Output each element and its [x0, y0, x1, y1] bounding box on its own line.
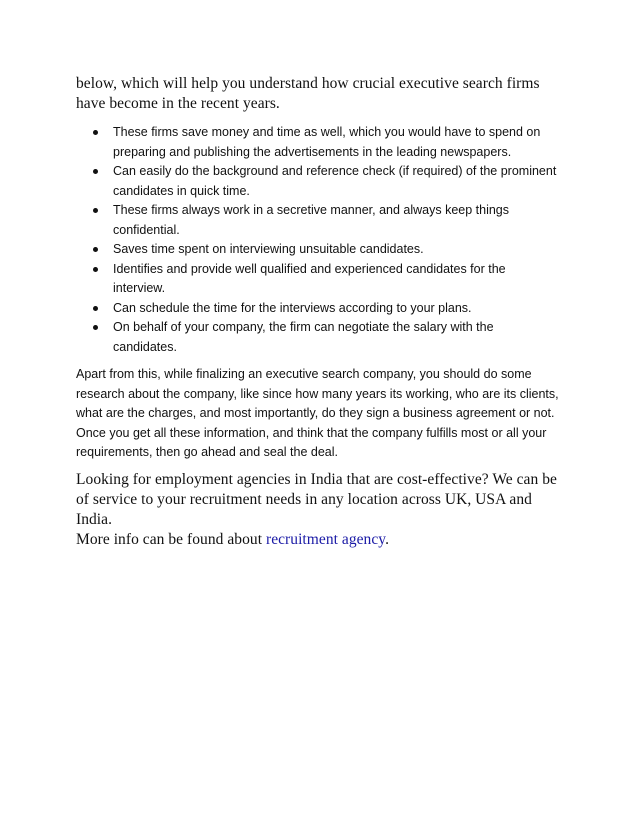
- body-paragraph: [76, 365, 566, 463]
- closing-line-1: Looking for employment agencies in India that are cost-effective? We can be: [76, 470, 557, 488]
- list-item: [76, 123, 566, 162]
- body-line-2: research about the company, like since how many years its working, who are its clients,: [76, 386, 559, 401]
- list-item-line: Saves time spent on interviewing unsuitable candidates.: [113, 242, 424, 256]
- list-item-line: These firms always work in a secretive manner, and always keep things: [113, 203, 510, 217]
- list-item-line: interview.: [113, 281, 166, 295]
- page-content: [76, 74, 566, 548]
- recruitment-agency-link[interactable]: recruitment agency: [265, 530, 386, 548]
- bullet-icon: [93, 325, 98, 330]
- list-item: [76, 299, 566, 319]
- closing-line-2: of service to your recruitment needs in any location across UK, USA and India.: [76, 490, 532, 528]
- body-line-1: Apart from this, while finalizing an executive search company, you should do some: [76, 367, 532, 381]
- list-item-line: candidates.: [113, 339, 177, 354]
- list-item: [76, 162, 566, 201]
- bullet-icon: [93, 208, 98, 213]
- bullet-icon: [93, 169, 98, 174]
- closing-line-3-prefix: More info can be found about: [76, 530, 266, 548]
- list-item-line: Can schedule the time for the interviews according to your plans.: [113, 300, 472, 315]
- benefits-list: [76, 123, 566, 357]
- closing-line-3-suffix: .: [385, 530, 390, 548]
- list-item-line: Can easily do the background and reference check (if required) of the prominent: [113, 164, 557, 178]
- list-item-line: confidential.: [113, 222, 180, 237]
- bullet-icon: [93, 130, 98, 135]
- intro-paragraph: [76, 74, 566, 114]
- closing-paragraph: [76, 470, 566, 550]
- bullet-icon: [93, 306, 98, 311]
- body-line-3: what are the charges, and most importantly, do they sign a business agreement or not.: [76, 406, 555, 420]
- list-item-line: candidates in quick time.: [113, 183, 250, 198]
- body-line-4: Once you get all these information, and think that the company fulfills most or all your: [76, 425, 547, 440]
- intro-line-1: below, which will help you understand how crucial executive search firms: [76, 75, 540, 92]
- list-item: [76, 240, 566, 260]
- list-item: [76, 318, 566, 357]
- list-item-line: These firms save money and time as well, which you would have to spend on: [113, 125, 541, 139]
- list-item-line: On behalf of your company, the firm can negotiate the salary with the: [113, 320, 494, 334]
- body-line-5: requirements, then go ahead and seal the deal.: [76, 445, 338, 459]
- bullet-icon: [93, 247, 98, 252]
- list-item-line: Identifies and provide well qualified and experienced candidates for the: [113, 261, 506, 276]
- list-item: [76, 201, 566, 240]
- intro-line-2: have become in the recent years.: [76, 95, 280, 112]
- bullet-icon: [93, 267, 98, 272]
- list-item: [76, 260, 566, 299]
- list-item-line: preparing and publishing the advertisements in the leading newspapers.: [113, 144, 512, 159]
